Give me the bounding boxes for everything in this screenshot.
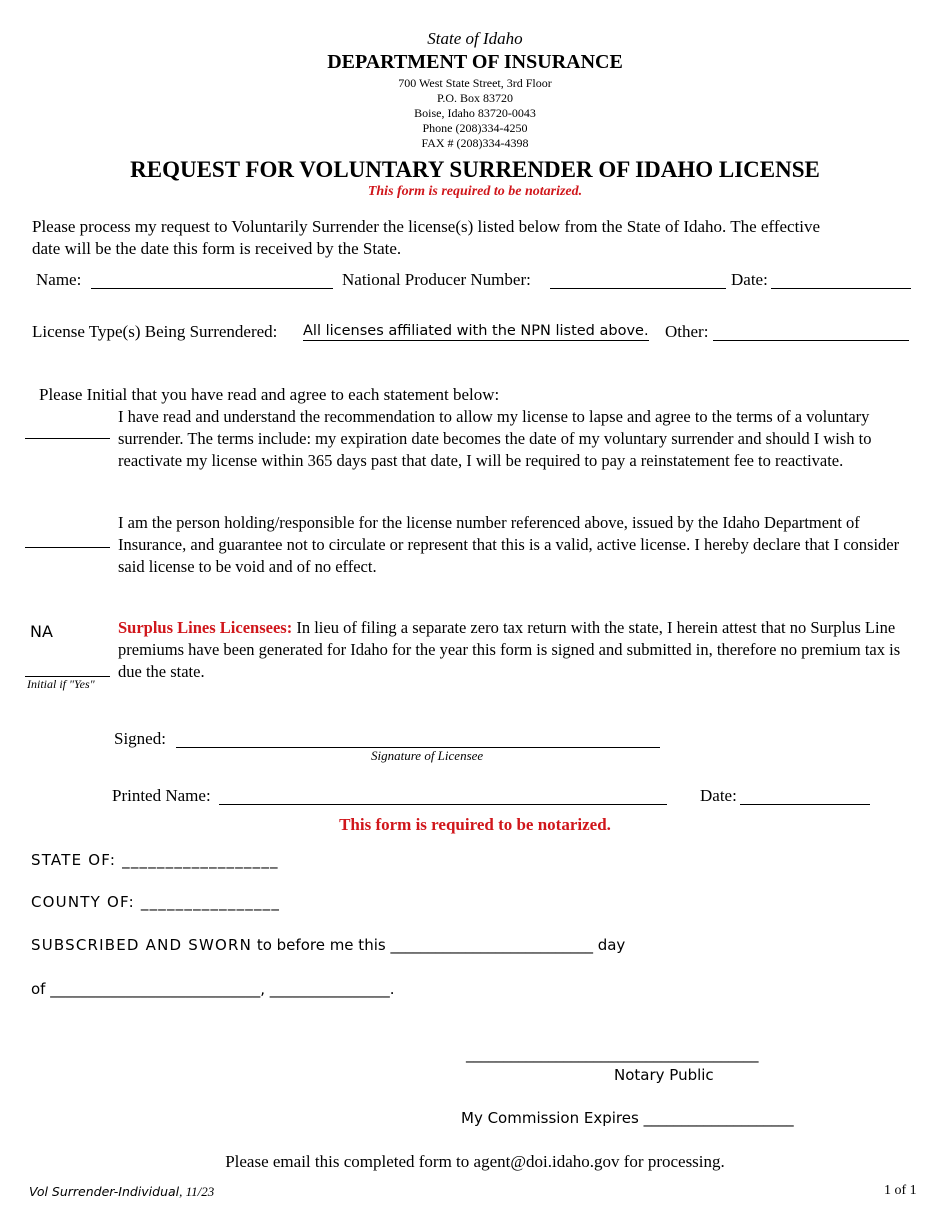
statement-1: I have read and understand the recommendation to allow my license to lapse and agree to the terms of a voluntary surrender. The terms include: my expiration date becomes the date of my voluntary surrender and should I wish to reactivate my license within 365 days past that date, I will be required to pay a reinstatement fee to reactivate. (118, 407, 872, 470)
notarize-note-top: This form is required to be notarized. (367, 184, 583, 199)
address-line: Phone (208)334-4250 (422, 121, 528, 135)
email-note: Please email this completed form to agent@doi.idaho.gov for processing. (225, 1152, 725, 1171)
notary-public-label: Notary Public (614, 1066, 714, 1084)
date2-field[interactable] (740, 804, 870, 805)
address-line: Boise, Idaho 83720-0043 (414, 106, 536, 120)
sworn-line[interactable] (31, 936, 625, 954)
state-of-field[interactable]: STATE OF: __________________ (31, 851, 279, 869)
npn-field[interactable] (550, 288, 726, 289)
initial-field-1[interactable] (25, 438, 110, 439)
state-name: State of Idaho (427, 29, 523, 48)
name-field[interactable] (91, 288, 333, 289)
notary-signature-field[interactable]: _______________________________________ (466, 1045, 759, 1063)
commission-expires-field[interactable]: My Commission Expires ____________________ (461, 1109, 794, 1127)
surplus-statement (118, 617, 908, 683)
printed-name-field[interactable] (219, 804, 667, 805)
address-line: FAX # (208)334-4398 (421, 136, 529, 150)
license-type-label: License Type(s) Being Surrendered: (32, 322, 278, 341)
county-of-field[interactable]: COUNTY OF: ________________ (31, 893, 281, 911)
sworn-caps: SUBSCRIBED AND SWORN (31, 936, 253, 954)
date-field[interactable] (771, 288, 911, 289)
of-line[interactable]: of ____________________________, ________________. (31, 980, 395, 998)
address-line: 700 West State Street, 3rd Floor (398, 76, 552, 90)
date-label: Date: (731, 270, 768, 289)
printed-name-label: Printed Name: (112, 786, 211, 805)
license-type-value[interactable]: All licenses affiliated with the NPN listed above. (303, 323, 649, 339)
department-name: DEPARTMENT OF INSURANCE (327, 51, 623, 73)
signature-caption: Signature of Licensee (371, 748, 484, 763)
address-block (0, 76, 950, 151)
signed-label: Signed: (114, 729, 166, 748)
statement-2: I am the person holding/responsible for the license number referenced above, issued by the Idaho Department of Insurance, and guarantee not to circulate or represent that this is a valid, active license. I hereby declare that I consider said license to be void and of no effect. (118, 513, 900, 576)
date2-label: Date: (700, 786, 737, 805)
surplus-initial-caption: Initial if "Yes" (27, 677, 95, 691)
initial-field-2[interactable] (25, 547, 110, 548)
form-title: REQUEST FOR VOLUNTARY SURRENDER OF IDAHO LICENSE (130, 157, 820, 182)
form-id (29, 1184, 214, 1200)
name-label: Name: (36, 270, 82, 289)
surplus-text: In lieu of filing a separate zero tax return with the state, I herein attest that no Surplus Line premiums have been generated for Idaho for the year this form is signed and submitted in, therefore no premium tax is due the state. (118, 618, 901, 681)
surplus-initial-value[interactable]: NA (30, 622, 53, 641)
npn-label: National Producer Number: (342, 270, 531, 289)
other-field[interactable] (713, 340, 909, 341)
intro-line-1: Please process my request to Voluntarily Surrender the license(s) listed below from the State of Idaho. The effective (32, 217, 821, 236)
form-id-name: Vol Surrender-Individual (29, 1184, 180, 1199)
initial-prompt: Please Initial that you have read and agree to each statement below: (39, 385, 500, 404)
surplus-title: Surplus Lines Licensees: (118, 618, 293, 637)
address-line: P.O. Box 83720 (436, 91, 513, 105)
form-id-date: , 11/23 (179, 1184, 215, 1199)
page-number: 1 of 1 (884, 1183, 917, 1198)
intro-line-2: date will be the date this form is received by the State. (32, 239, 402, 258)
notarize-note-bottom: This form is required to be notarized. (339, 815, 611, 834)
sworn-rest: to before me this ___________________________ day (252, 936, 626, 954)
other-label: Other: (665, 322, 709, 341)
